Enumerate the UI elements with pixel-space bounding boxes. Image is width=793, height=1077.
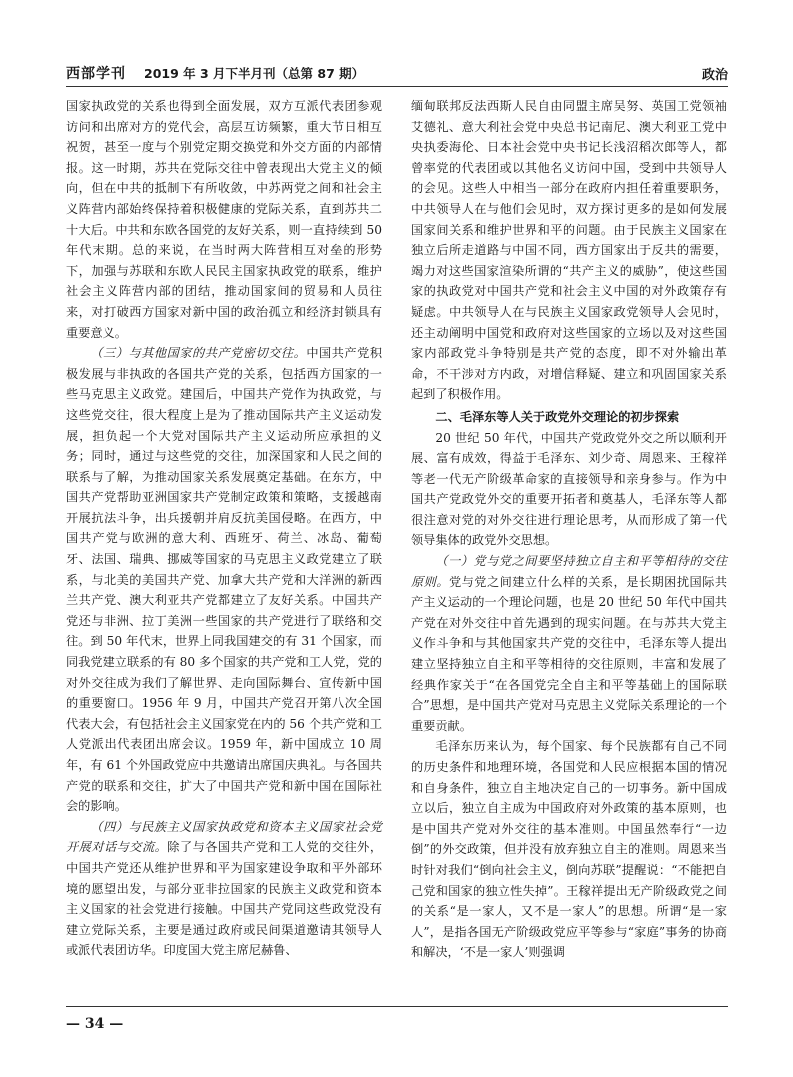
paragraph: 国家执政党的关系也得到全面发展，双方互派代表团参观访问和出席对方的党代会，高层互访频繁，重大节日相互祝贺，甚至一度与个别党定期交换党和外交方面的内部情报。这一时期，苏共在党际交往中曾表现出大党主义的倾向，但在中共的抵制下有所收敛，中苏两党之间和社会主义阵营内部始终保持着积极健康的党际关系，直到苏共二十大后。中共和东欧各国党的友好关系，则一直持续到 50 年代末期。总的来说，在当时两大阵营相互对垒的形势下，加强与苏联和东欧人民民主国家执政党的联系，维护社会主义阵营内部的团结，推动国家间的贸易和人员往来，对打破西方国家对新中国的政治孤立和经济封锁具有重要意义。 <box>66 99 382 340</box>
footer-divider <box>66 1006 728 1007</box>
paragraph <box>66 817 382 961</box>
page-header <box>66 60 728 86</box>
paragraph: 20 世纪 50 年代，中国共产党政党外交之所以顺利开展、富有成效，得益于毛泽东、刘少奇、周恩来、王稼祥等老一代无产阶级革命家的直接领导和亲身参与。作为中国共产党政党外交的重要开拓者和奠基人，毛泽东等人都很注意对党的对外交往进行理论思考，从而形成了第一代领导集体的政党外交思想。 <box>411 430 727 548</box>
paragraph-body: 党与党之间建立什么样的关系，是长期困扰国际共产主义运动的一个理论问题，也是 20 世纪 50 年代中国共产党在对外交往中首先遇到的现实问题。在与苏共大党主义作斗争和与其他国家共产党的交往中，毛泽东等人提出建立坚持独立自主和平等相待的交往原则，丰富和发展了经典作家关于“在各国党完全自主和平等基础上的国际联合”思想，是中国共产党对马克思主义党际关系理论的一个重要贡献。 <box>411 574 728 733</box>
right-column <box>411 96 727 963</box>
page-number: — 34 — <box>66 1016 124 1032</box>
paragraph-body: 除了与各国共产党和工人党的交往外，中国共产党还从维护世界和平为国家建设争取和平外部环境的愿望出发，与部分亚非拉国家的民族主义政党和资本主义国家的社会党进行接触。中国共产党同这些政党没有建立党际关系，主要是通过政府或民间渠道邀请其领导人或派代表团访华。印度国大党主席尼赫鲁、 <box>66 840 383 958</box>
issue-info: 2019 年 3 月下半月刊（总第 87 期） <box>144 66 365 81</box>
paragraph: 毛泽东历来认为，每个国家、每个民族都有自己不同的历史条件和地理环境，各国党和人民应根据本国的情况和自身条件，独立自主地决定自己的一切事务。新中国成立以后，独立自主成为中国政府对外政策的基本原则，也是中国共产党对外交往的基本准则。中国虽然奉行“一边倒”的外交政策，但并没有放弃独立自主的准则。周恩来当时针对我们“倒向社会主义，倒向苏联”提醒说：“不能把自己党和国家的独立性失掉”。王稼祥提出无产阶级政党之间的关系“是一家人，又不是一家人”的思想。所谓“是一家人”，是指各国无产阶级政党应平等参与“家庭”事务的协商和解决，‘不是一家人’则强调 <box>411 739 727 960</box>
subsection-heading: （四）与民族主义国家执政党和资本主义国家社会党开展对话与交流。 <box>66 819 382 855</box>
section-label: 政治 <box>701 68 728 83</box>
paragraph <box>66 343 382 817</box>
subsection-heading: （一）党与党之间要坚持独立自主和平等相待的交往原则。 <box>411 554 727 589</box>
left-column <box>66 96 382 961</box>
subsection-heading: （三）与其他国家的共产党密切交往。 <box>90 346 307 361</box>
paragraph-body: 中国共产党积极发展与非执政的各国共产党的关系，包括西方国家的一些马克思主义政党。建国后，中国共产党作为执政党，与这些党交往，很大程度上是为了推动国际共产主义运动发展，担负起一个大党对国际共产主义运动所应承担的义务；同时，通过与这些党的交往，加深国家和人民之间的联系与了解，为推动国家关系发展奠定基础。在东方，中国共产党帮助亚洲国家共产党制定政策和策略，支援越南开展抗法斗争，出兵援朝并肩反抗美国侵略。在西方，中国共产党与欧洲的意大利、西班牙、荷兰、冰岛、葡萄牙、法国、瑞典、挪威等国家的马克思主义政党建立了联系，与北美的美国共产党、加拿大共产党和大洋洲的新西兰共产党、澳大利亚共产党都建立了友好关系。中国共产党还与非洲、拉丁美洲一些国家的共产党进行了联络和交往。到 50 年代末，世界上同我国建交的有 31 个国家，而同我党建立联系的有 80 多个国家的共产党和工人党，党的对外交往成为我们了解世界、走向国际舞台、宣传新中国的重要窗口。1956 年 9 月，中国共产党召开第八次全国代表大会，有包括社会主义国家党在内的 56 个共产党和工人党派出代表团出席会议。1959 年，新中国成立 10 周年，有 61 个外国政党应中共邀请出席国庆典礼。与各国共产党的联系和交往，扩大了中国共产党和新中国在国际社会的影响。 <box>66 346 383 814</box>
journal-title: 西部学刊 <box>66 66 126 82</box>
paragraph <box>411 551 727 736</box>
section-heading: 二、毛泽东等人关于政党外交理论的初步探索 <box>435 409 680 424</box>
paragraph: 缅甸联邦反法西斯人民自由同盟主席吴努、英国工党领袖艾德礼、意大利社会党中央总书记南尼、澳大利亚工党中央执委海伦、日本社会党中央书记长浅沼稻次郎等人，都曾率党的代表团或以其他名义访问中国，受到中共领导人的会见。这些人中相当一部分在政府内担任着重要职务，中共领导人在与他们会见时，双方探讨更多的是如何发展国家间关系和维护世界和平的问题。由于民族主义国家在独立后所走道路与中国不同，西方国家出于反共的需要，竭力对这些国家渲染所谓的“共产主义的威胁”，使这些国家的执政党对中国共产党和社会主义中国的对外政策存有疑虑。中共领导人在与民族主义国家政党领导人会见时，还主动阐明中国党和政府对这些国家的立场以及对这些国家内部政党斗争特别是共产党的态度，即不对外输出革命，不干涉对方内政，对增信释疑、建立和巩固国家关系起到了积极作用。 <box>411 99 727 402</box>
header-divider <box>66 86 728 87</box>
